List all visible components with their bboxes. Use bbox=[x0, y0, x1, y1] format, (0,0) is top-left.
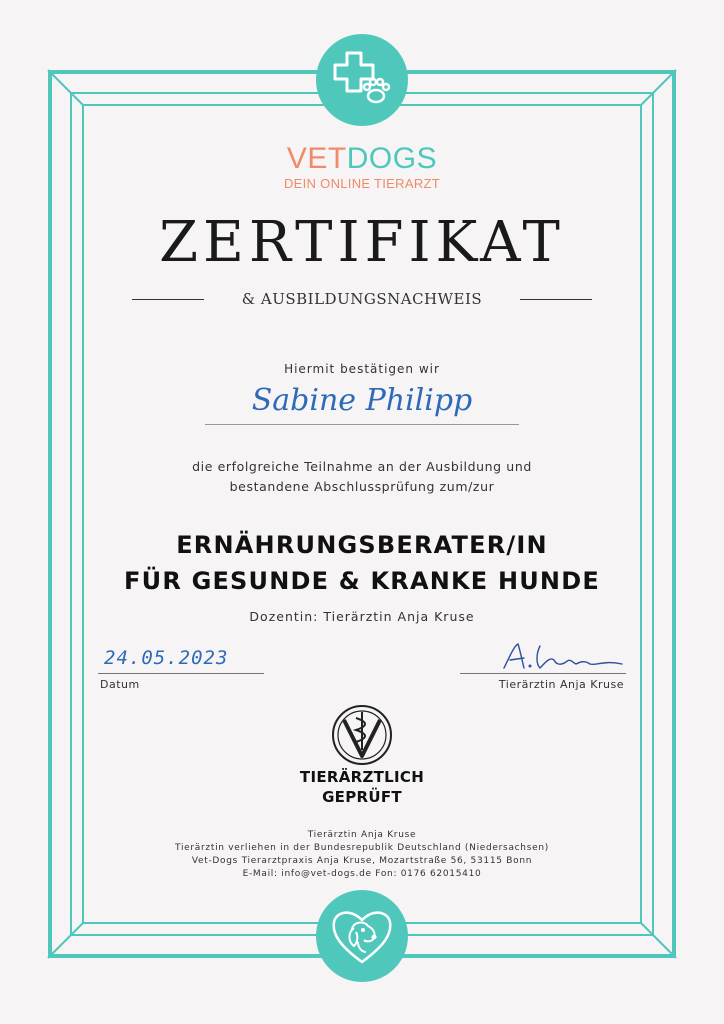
top-badge bbox=[316, 34, 408, 126]
seal-text bbox=[0, 767, 724, 807]
bottom-badge bbox=[316, 890, 408, 982]
heart-dog-icon bbox=[330, 906, 394, 966]
recipient-name: Sabine Philipp bbox=[251, 383, 473, 418]
footer-line-1: Tierärztin Anja Kruse bbox=[307, 830, 417, 840]
date-value: 24.05.2023 bbox=[104, 647, 229, 669]
brand-logo bbox=[0, 142, 724, 176]
subtitle-row bbox=[132, 290, 592, 308]
logo-tagline: DEIN ONLINE TIERARZT bbox=[283, 176, 440, 191]
footer-line-2: Tierärztin verliehen in der Bundesrepublik Deutschland (Niedersachsen) bbox=[175, 843, 549, 853]
signature-label: Tierärztin Anja Kruse bbox=[498, 678, 624, 691]
signature-underline bbox=[460, 673, 626, 674]
body-line-1: die erfolgreiche Teilnahme an der Ausbildung und bbox=[192, 459, 532, 474]
certificate-subtitle: & AUSBILDUNGSNACHWEIS bbox=[241, 290, 483, 308]
logo-dogs-text: DOGS bbox=[346, 142, 438, 175]
course-title bbox=[0, 527, 724, 599]
course-line-1: ERNÄHRUNGSBERATER/IN bbox=[176, 531, 548, 559]
recipient-name-underline bbox=[205, 424, 519, 425]
seal-line-1: TIERÄRZTLICH bbox=[299, 768, 425, 786]
footer bbox=[0, 829, 724, 881]
body-line-2: bestandene Abschlussprüfung zum/zur bbox=[229, 479, 495, 494]
veterinary-seal-icon bbox=[328, 702, 396, 768]
medical-cross-paw-icon bbox=[329, 47, 395, 113]
seal-line-2: GEPRÜFT bbox=[322, 788, 402, 806]
certificate-title: ZERTIFIKAT bbox=[159, 210, 565, 275]
subtitle-divider-right bbox=[520, 299, 592, 300]
body-text bbox=[0, 457, 724, 497]
signature bbox=[500, 640, 626, 674]
lecturer: Dozentin: Tierärztin Anja Kruse bbox=[249, 609, 475, 624]
subtitle-divider-left bbox=[132, 299, 204, 300]
footer-line-3: Vet-Dogs Tierarztpraxis Anja Kruse, Mozartstraße 56, 53115 Bonn bbox=[191, 856, 533, 866]
logo-vet-text: VET bbox=[286, 142, 347, 175]
date-label: Datum bbox=[100, 678, 140, 691]
footer-line-4: E-Mail: info@vet-dogs.de Fon: 0176 62015410 bbox=[242, 869, 482, 879]
confirmation-intro: Hiermit bestätigen wir bbox=[284, 362, 440, 376]
course-line-2: FÜR GESUNDE & KRANKE HUNDE bbox=[124, 567, 600, 595]
date-underline bbox=[98, 673, 264, 674]
